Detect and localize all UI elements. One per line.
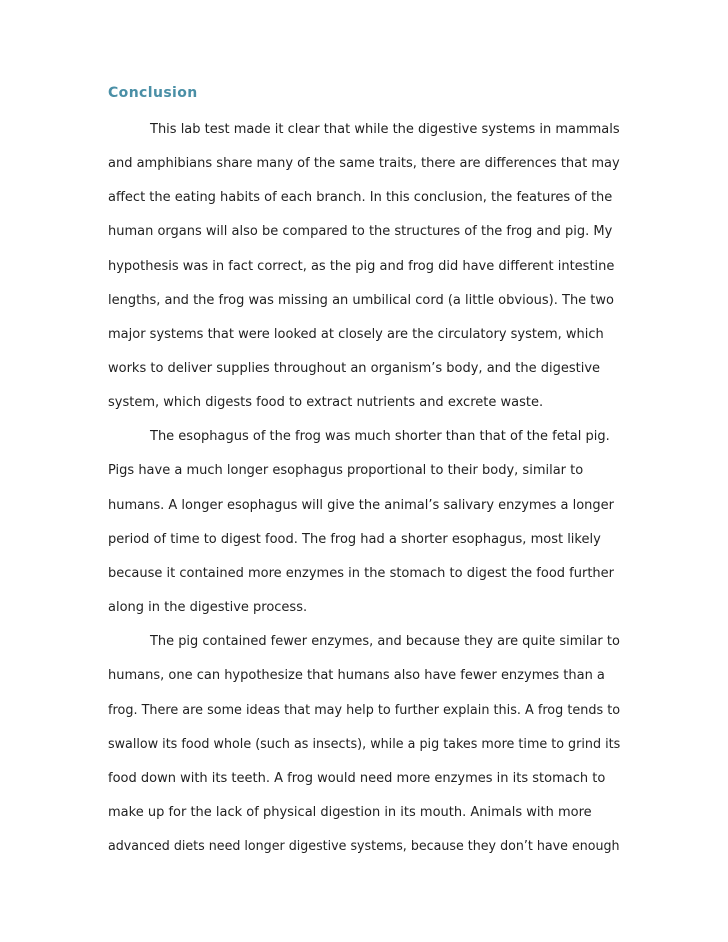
text-line: period of time to digest food. The frog had a shorter esophagus, most likely	[108, 532, 601, 547]
text-line: hypothesis was in fact correct, as the pig and frog did have different intestine	[108, 259, 615, 274]
text-line: affect the eating habits of each branch. In this conclusion, the features of the	[108, 190, 613, 205]
text-line: The esophagus of the frog was much shorter than that of the fetal pig.	[150, 429, 610, 444]
text-line: along in the digestive process.	[108, 600, 308, 615]
text-line: humans. A longer esophagus will give the animal’s salivary enzymes a longer	[108, 498, 614, 513]
text-line: frog. There are some ideas that may help to further explain this. A frog tends to	[108, 703, 621, 718]
text-line: works to deliver supplies throughout an organism’s body, and the digestive	[108, 361, 601, 376]
section-heading: Conclusion	[108, 85, 198, 101]
text-line: major systems that were looked at closely are the circulatory system, which	[108, 327, 604, 342]
text-line: humans, one can hypothesize that humans also have fewer enzymes than a	[108, 668, 605, 683]
text-line: swallow its food whole (such as insects), while a pig takes more time to grind its	[108, 737, 621, 752]
text-line: make up for the lack of physical digestion in its mouth. Animals with more	[108, 805, 592, 820]
text-line: lengths, and the frog was missing an umbilical cord (a little obvious). The two	[108, 293, 614, 308]
text-line: This lab test made it clear that while the digestive systems in mammals	[150, 122, 620, 137]
text-line: and amphibians share many of the same traits, there are differences that may	[108, 156, 620, 171]
text-line: advanced diets need longer digestive systems, because they don’t have enough	[108, 839, 620, 854]
text-line: The pig contained fewer enzymes, and because they are quite similar to	[150, 634, 620, 649]
text-line: because it contained more enzymes in the stomach to digest the food further	[108, 566, 615, 581]
text-line: Pigs have a much longer esophagus proportional to their body, similar to	[108, 463, 584, 478]
text-line: human organs will also be compared to the structures of the frog and pig. My	[108, 224, 613, 239]
text-line: system, which digests food to extract nutrients and excrete waste.	[108, 395, 544, 410]
text-line: food down with its teeth. A frog would need more enzymes in its stomach to	[108, 771, 606, 786]
